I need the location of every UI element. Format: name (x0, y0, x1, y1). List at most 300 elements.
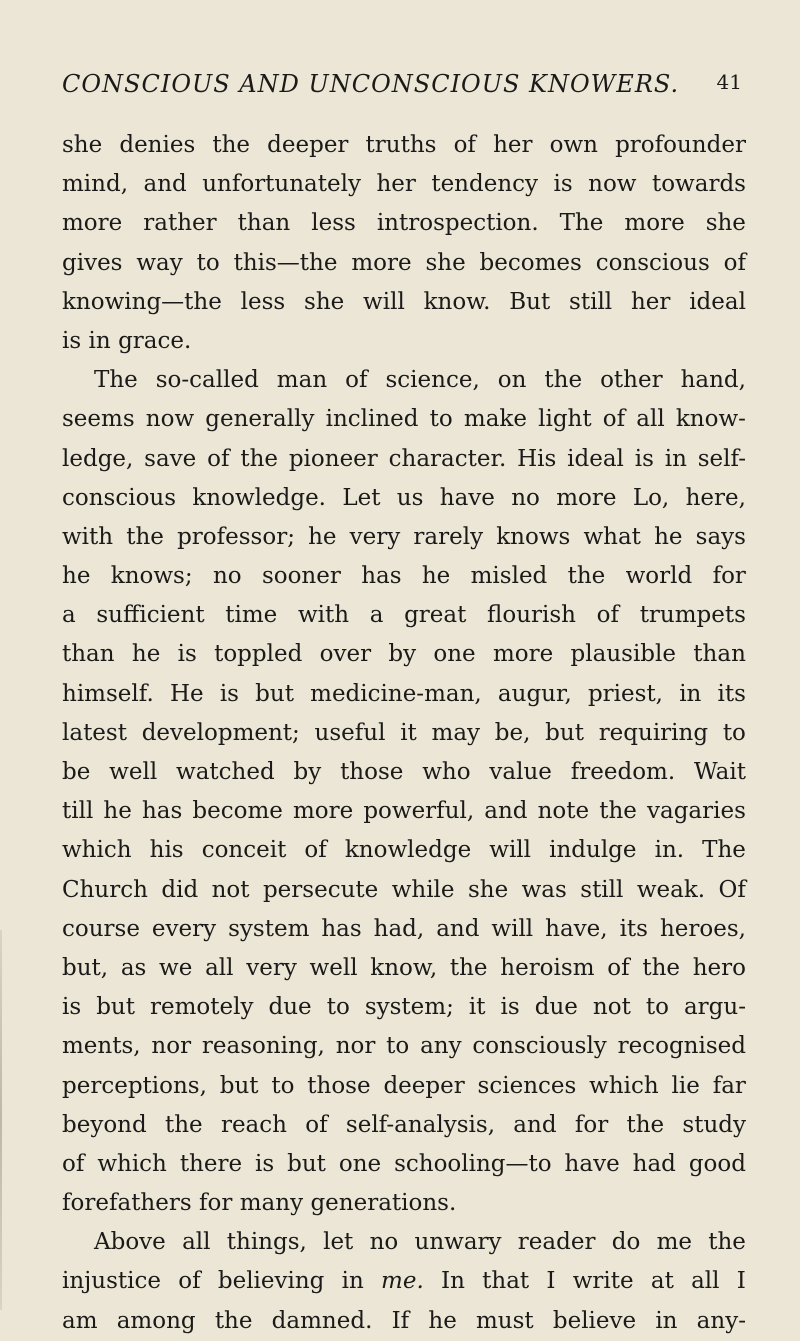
word: in (88, 327, 111, 354)
word: flourish (487, 602, 576, 629)
word: to (326, 994, 350, 1021)
word: ments, (62, 1033, 141, 1060)
word: time (225, 602, 278, 629)
word: due (268, 994, 312, 1021)
word: medicine-man, (310, 680, 482, 707)
word: by (388, 641, 417, 668)
word: do (611, 1229, 641, 1256)
word: hero (692, 954, 746, 981)
word: knows (496, 523, 571, 550)
word: freedom. (570, 759, 676, 785)
word: of (596, 602, 620, 629)
word: on (497, 367, 527, 394)
page-header (62, 70, 742, 104)
word: ledge, (62, 445, 134, 472)
word: still (580, 876, 624, 903)
word: of (207, 445, 230, 472)
word: not (211, 876, 250, 903)
text-line (62, 204, 746, 243)
word: other (600, 367, 663, 394)
word: is (62, 327, 82, 354)
word: ideal (689, 288, 746, 315)
word: trumpets (639, 602, 746, 629)
word: good (688, 1150, 746, 1177)
word: know. (423, 288, 491, 315)
word: save (144, 445, 197, 472)
word: us (396, 484, 424, 511)
word: indulge (549, 837, 637, 864)
text-line (62, 1106, 746, 1145)
word: than (693, 641, 746, 668)
word: seems (62, 406, 135, 433)
word: Wait (693, 759, 746, 785)
text-line (62, 1067, 746, 1106)
word: beyond (62, 1111, 147, 1138)
word: to (429, 406, 453, 433)
word: self- (697, 445, 746, 472)
word: have (439, 484, 495, 511)
word: to (386, 1033, 410, 1060)
text-line (62, 988, 746, 1027)
word: has (321, 915, 362, 942)
word: in (664, 445, 687, 472)
word: in (679, 680, 702, 707)
word: any- (696, 1307, 746, 1334)
word: which (62, 837, 132, 864)
word: light (538, 406, 592, 433)
word: I (736, 1268, 746, 1295)
word: a (62, 602, 76, 629)
word: am (62, 1307, 98, 1334)
word: than (62, 641, 115, 668)
word: still (569, 288, 613, 315)
word: is (634, 445, 654, 472)
word: as (120, 954, 147, 981)
word: The (559, 210, 604, 237)
word: the (165, 1111, 203, 1138)
word: than (237, 210, 291, 237)
word: and (513, 1111, 557, 1138)
word: himself. (62, 680, 154, 707)
text-line (62, 518, 746, 557)
word: is (177, 641, 197, 668)
word: and (436, 915, 480, 942)
word: hand, (680, 367, 746, 394)
word: is (255, 1150, 275, 1177)
word: here, (685, 484, 746, 511)
word: me. (381, 1268, 424, 1295)
word: to (645, 994, 669, 1021)
word: knowing—the (62, 288, 222, 315)
word: make (463, 406, 527, 433)
word: Of (718, 876, 746, 903)
word: more (62, 210, 123, 237)
word: is (219, 680, 239, 707)
word: far (712, 1072, 746, 1099)
word: unwary (414, 1229, 502, 1256)
word: become (192, 798, 283, 825)
word: we (159, 954, 193, 981)
word: more (292, 798, 354, 825)
word: Lo, (632, 484, 670, 511)
word: latest (62, 719, 127, 746)
word: and (143, 171, 187, 198)
text-line (62, 440, 746, 479)
word: nor (151, 1033, 192, 1060)
word: the (214, 1307, 253, 1334)
word: the (708, 1229, 746, 1256)
word: will (491, 915, 534, 942)
word: had, (373, 915, 425, 942)
word: among (116, 1307, 196, 1334)
word: forefathers (62, 1190, 192, 1217)
word: due (534, 994, 578, 1021)
text-line (62, 165, 746, 204)
word: useful (314, 719, 386, 746)
word: her (493, 132, 533, 158)
word: with (62, 523, 114, 550)
word: value (489, 759, 552, 785)
word: denies (119, 132, 196, 158)
word: reasoning, (201, 1033, 325, 1060)
word: which (97, 1150, 167, 1177)
word: its (717, 680, 746, 707)
word: now (588, 171, 637, 198)
word: introspection. (376, 210, 539, 237)
word: will (489, 837, 532, 864)
text-line (62, 322, 746, 361)
word: he (131, 641, 161, 668)
word: to (196, 249, 220, 276)
word: system (228, 915, 310, 942)
word: by (293, 759, 322, 785)
text-line (62, 635, 746, 674)
text-line (62, 675, 746, 714)
word: lie (671, 1072, 700, 1099)
word: conscious (595, 249, 710, 276)
word: know- (675, 406, 746, 433)
word: sufficient (96, 602, 205, 629)
word: he (421, 563, 451, 590)
word: less (311, 210, 356, 237)
word: but, (62, 954, 109, 981)
word: while (391, 876, 455, 903)
word: what (583, 523, 641, 550)
word: know, (370, 954, 438, 981)
word: things, (226, 1229, 307, 1256)
text-line (62, 792, 746, 831)
word: Above (94, 1229, 166, 1256)
word: her (630, 288, 671, 315)
word: requiring (598, 719, 709, 746)
text-line (62, 400, 746, 439)
word: of (723, 249, 746, 276)
word: believing (217, 1268, 325, 1295)
word: with (297, 602, 350, 629)
running-title: CONSCIOUS AND UNCONSCIOUS KNOWERS. (62, 70, 680, 98)
word: development; (141, 719, 300, 746)
word: of (305, 1111, 328, 1138)
word: heroism (500, 954, 595, 981)
word: the (544, 367, 583, 394)
word: but (96, 994, 135, 1021)
word: Church (62, 876, 148, 903)
word: he (428, 1307, 457, 1334)
word: this—the (233, 249, 338, 276)
word: for (199, 1190, 233, 1217)
word: one (338, 1150, 382, 1177)
word: recognised (617, 1033, 746, 1060)
text-line (62, 831, 746, 870)
word: he (103, 798, 132, 825)
word: reader (517, 1229, 596, 1256)
word: of (178, 1268, 201, 1295)
word: of (607, 954, 630, 981)
word: believe (552, 1307, 637, 1334)
word: more (556, 484, 617, 511)
word: may (431, 719, 481, 746)
word: must (476, 1307, 534, 1334)
word: has (141, 798, 183, 825)
body-text (62, 126, 746, 1341)
word: knowledge (344, 837, 472, 864)
word: did (161, 876, 199, 903)
text-line (62, 1145, 746, 1184)
word: In (441, 1268, 465, 1295)
word: the (126, 523, 164, 550)
word: more (492, 641, 554, 668)
word: all (182, 1229, 211, 1256)
word: of (345, 367, 368, 394)
word: sciences (477, 1072, 577, 1099)
word: be, (494, 719, 531, 746)
word: many (239, 1190, 304, 1217)
text-line (62, 479, 746, 518)
text-line (62, 244, 746, 283)
word: plausible (570, 641, 676, 668)
word: augur, (497, 680, 572, 707)
word: misled (470, 563, 548, 590)
text-line (62, 283, 746, 322)
word: argu- (683, 994, 746, 1021)
word: till (62, 798, 94, 825)
text-line (62, 126, 746, 165)
word: system; (364, 994, 454, 1021)
word: persecute (262, 876, 379, 903)
word: it (468, 994, 486, 1021)
word: more (624, 210, 685, 237)
word: watched (176, 759, 275, 785)
word: great (404, 602, 467, 629)
word: the (449, 954, 488, 981)
word: very (349, 523, 401, 550)
word: world (625, 563, 693, 590)
word: he (654, 523, 683, 550)
word: all (205, 954, 234, 981)
word: no (212, 563, 242, 590)
word: in (341, 1268, 364, 1295)
word: powerful, (363, 798, 475, 825)
word: heroes, (659, 915, 746, 942)
word: gives (62, 249, 123, 276)
word: truths (365, 132, 437, 158)
word: own (549, 132, 598, 158)
word: in. (654, 837, 685, 864)
word: every (151, 915, 217, 942)
text-line (62, 753, 746, 792)
word: there (179, 1150, 243, 1177)
word: well (309, 954, 358, 981)
word: reach (220, 1111, 287, 1138)
word: the (240, 445, 278, 472)
word: had (632, 1150, 676, 1177)
word: profounder (615, 132, 746, 158)
word: Let (342, 484, 381, 511)
word: inclined (325, 406, 419, 433)
word: sooner (261, 563, 341, 590)
word: his (149, 837, 184, 864)
word: but (255, 680, 294, 707)
word: injustice (62, 1268, 162, 1295)
word: damned. (271, 1307, 373, 1334)
word: more (351, 249, 412, 276)
word: has (361, 563, 402, 590)
word: rarely (413, 523, 484, 550)
word: her (376, 171, 416, 198)
word: of (453, 132, 476, 158)
word: knows; (110, 563, 193, 590)
word: the (212, 132, 251, 158)
word: deeper (267, 132, 349, 158)
word: mind, (62, 171, 129, 198)
word: toppled (214, 641, 303, 668)
word: His (517, 445, 557, 472)
word: study (682, 1111, 746, 1138)
word: let (323, 1229, 354, 1256)
word: priest, (587, 680, 663, 707)
word: over (319, 641, 372, 668)
word: will (363, 288, 405, 315)
word: vagaries (646, 798, 746, 825)
word: all (636, 406, 665, 433)
word: of (602, 406, 626, 433)
word: no (369, 1229, 399, 1256)
word: conscious (62, 484, 177, 511)
word: no (511, 484, 540, 511)
word: one (433, 641, 476, 668)
word: who (422, 759, 471, 785)
word: tendency (431, 171, 539, 198)
word: The (702, 837, 746, 864)
word: the (567, 563, 606, 590)
word: note (537, 798, 590, 825)
word: science, (385, 367, 480, 394)
word: If (391, 1307, 410, 1334)
word: it (400, 719, 417, 746)
word: any (420, 1033, 462, 1060)
word: and (484, 798, 528, 825)
word: deeper (383, 1072, 465, 1099)
word: becomes (479, 249, 582, 276)
word: be (62, 759, 91, 785)
word: she (425, 249, 466, 276)
word: the (642, 954, 680, 981)
text-line (62, 596, 746, 635)
word: less (240, 288, 286, 315)
word: He (169, 680, 204, 707)
text-line (62, 1262, 746, 1301)
word: character. (388, 445, 507, 472)
word: at (650, 1268, 674, 1295)
word: but (287, 1150, 326, 1177)
word: which (589, 1072, 659, 1099)
word: she (304, 288, 345, 315)
word: The (94, 367, 138, 394)
word: way (136, 249, 183, 276)
text-line (62, 1184, 746, 1223)
text-line (62, 1027, 746, 1066)
word: is (553, 171, 573, 198)
word: was (521, 876, 567, 903)
text-line (62, 557, 746, 596)
word: generally (205, 406, 315, 433)
word: now (145, 406, 195, 433)
word: have (564, 1150, 620, 1177)
word: knowledge. (192, 484, 326, 511)
word: very (246, 954, 297, 981)
page-edge-shadow (0, 930, 2, 1310)
word: for (712, 563, 746, 590)
word: me (656, 1229, 692, 1256)
word: to (722, 719, 746, 746)
word: consciously (472, 1033, 607, 1060)
word: grace. (118, 327, 192, 354)
word: he (62, 563, 91, 590)
word: unfortunately (202, 171, 361, 198)
word: well (109, 759, 158, 785)
word: those (307, 1072, 371, 1099)
word: she (62, 132, 103, 158)
word: But (509, 288, 551, 315)
word: course (62, 915, 140, 942)
word: she (467, 876, 509, 903)
word: of (62, 1150, 85, 1177)
word: says (695, 523, 746, 550)
word: man (276, 367, 328, 394)
word: professor; (177, 523, 295, 550)
word: conceit (201, 837, 287, 864)
text-line (62, 1302, 746, 1341)
word: she (705, 210, 746, 237)
text-line (62, 1223, 746, 1262)
word: he (308, 523, 337, 550)
word: but (545, 719, 584, 746)
word: all (691, 1268, 720, 1295)
word: perceptions, (62, 1072, 207, 1099)
word: is (62, 994, 82, 1021)
word: is (500, 994, 520, 1021)
word: but (219, 1072, 259, 1099)
word: rather (143, 210, 217, 237)
word: for (574, 1111, 609, 1138)
word: that (482, 1268, 530, 1295)
word: the (599, 798, 637, 825)
word: nor (335, 1033, 376, 1060)
text-line (62, 910, 746, 949)
word: schooling—to (394, 1150, 552, 1177)
word: a (369, 602, 384, 629)
word: weak. (636, 876, 706, 903)
